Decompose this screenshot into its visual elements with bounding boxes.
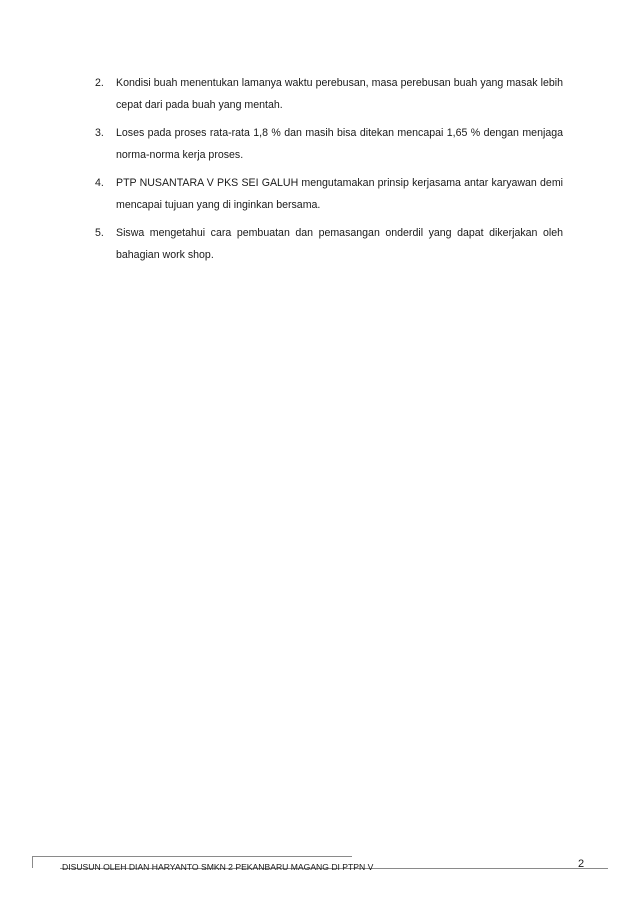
footer-rule-top (32, 856, 352, 857)
list-item-number: 3. (95, 127, 104, 139)
list-item (95, 172, 563, 216)
list-item-text: Loses pada proses rata-rata 1,8 % dan masih bisa ditekan mencapai 1,65 % dengan menjaga norma-norma kerja proses. (116, 127, 563, 161)
page-footer (0, 850, 638, 890)
footer-rule-left (32, 856, 33, 868)
list-item-text: Kondisi buah menentukan lamanya waktu perebusan, masa perebusan buah yang masak lebih cepat dari pada buah yang mentah. (116, 77, 563, 111)
list-item (95, 72, 563, 116)
conclusion-list (95, 72, 563, 272)
page-number: 2 (578, 858, 585, 870)
list-item-text: Siswa mengetahui cara pembuatan dan pemasangan onderdil yang dapat dikerjakan oleh bahagian work shop. (116, 227, 563, 261)
list-item-number: 4. (95, 177, 104, 189)
list-item (95, 122, 563, 166)
list-item-text: PTP NUSANTARA V PKS SEI GALUH mengutamakan prinsip kerjasama antar karyawan demi mencapai tujuan yang di inginkan bersama. (116, 177, 563, 211)
list-item (95, 222, 563, 266)
footer-text: DISUSUN OLEH DIAN HARYANTO SMKN 2 PEKANBARU MAGANG DI PTPN V (62, 862, 374, 872)
list-item-number: 5. (95, 227, 104, 239)
list-item-number: 2. (95, 77, 104, 89)
